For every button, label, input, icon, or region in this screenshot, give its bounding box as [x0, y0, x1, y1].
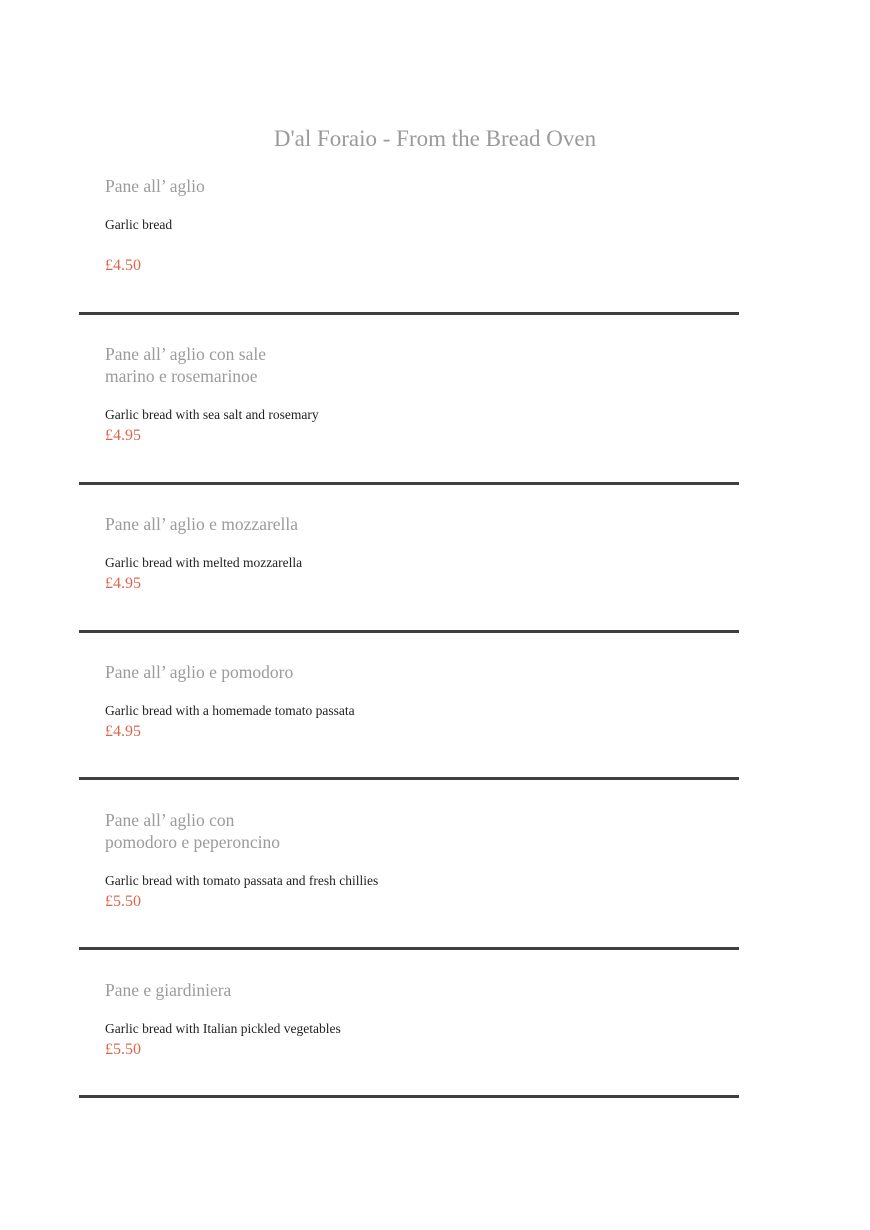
- item-name: Pane all’ aglio con pomodoro e peperoncino: [105, 810, 280, 852]
- item-divider: [79, 312, 739, 315]
- menu-item-garlic-bread: [105, 175, 725, 274]
- item-description: Garlic bread with tomato passata and fresh chillies: [105, 873, 379, 888]
- item-name: Pane all’ aglio con sale marino e rosemarinoe: [105, 344, 267, 386]
- item-divider: [79, 947, 739, 950]
- item-name: Pane e giardiniera: [105, 980, 232, 1000]
- menu-item-garlic-bread-pomodoro: [105, 661, 725, 740]
- item-description: Garlic bread: [105, 217, 173, 232]
- item-price: £4.95: [105, 427, 141, 444]
- menu-item-pane-e-giardiniera: [105, 979, 725, 1058]
- item-price: £5.50: [105, 893, 141, 910]
- item-description: Garlic bread with a homemade tomato passata: [105, 703, 355, 718]
- item-price: £4.95: [105, 723, 141, 740]
- item-description: Garlic bread with sea salt and rosemary: [105, 407, 319, 422]
- item-description: Garlic bread with Italian pickled vegetables: [105, 1021, 341, 1036]
- item-price: £5.50: [105, 1041, 141, 1058]
- item-divider: [79, 482, 739, 485]
- item-description: Garlic bread with melted mozzarella: [105, 555, 303, 570]
- item-name: Pane all’ aglio: [105, 176, 205, 196]
- item-name: Pane all’ aglio e pomodoro: [105, 662, 294, 682]
- item-name: Pane all’ aglio e mozzarella: [105, 514, 299, 534]
- menu-item-garlic-bread-sea-salt-rosemary: [105, 343, 725, 444]
- item-divider: [79, 1095, 739, 1098]
- item-divider: [79, 777, 739, 780]
- menu-item-garlic-bread-mozzarella: [105, 513, 725, 592]
- page-title: D'al Foraio - From the Bread Oven: [273, 126, 597, 151]
- menu-item-garlic-bread-pomodoro-peperoncino: [105, 809, 725, 910]
- item-divider: [79, 630, 739, 633]
- item-price: £4.50: [105, 257, 141, 274]
- item-price: £4.95: [105, 575, 141, 592]
